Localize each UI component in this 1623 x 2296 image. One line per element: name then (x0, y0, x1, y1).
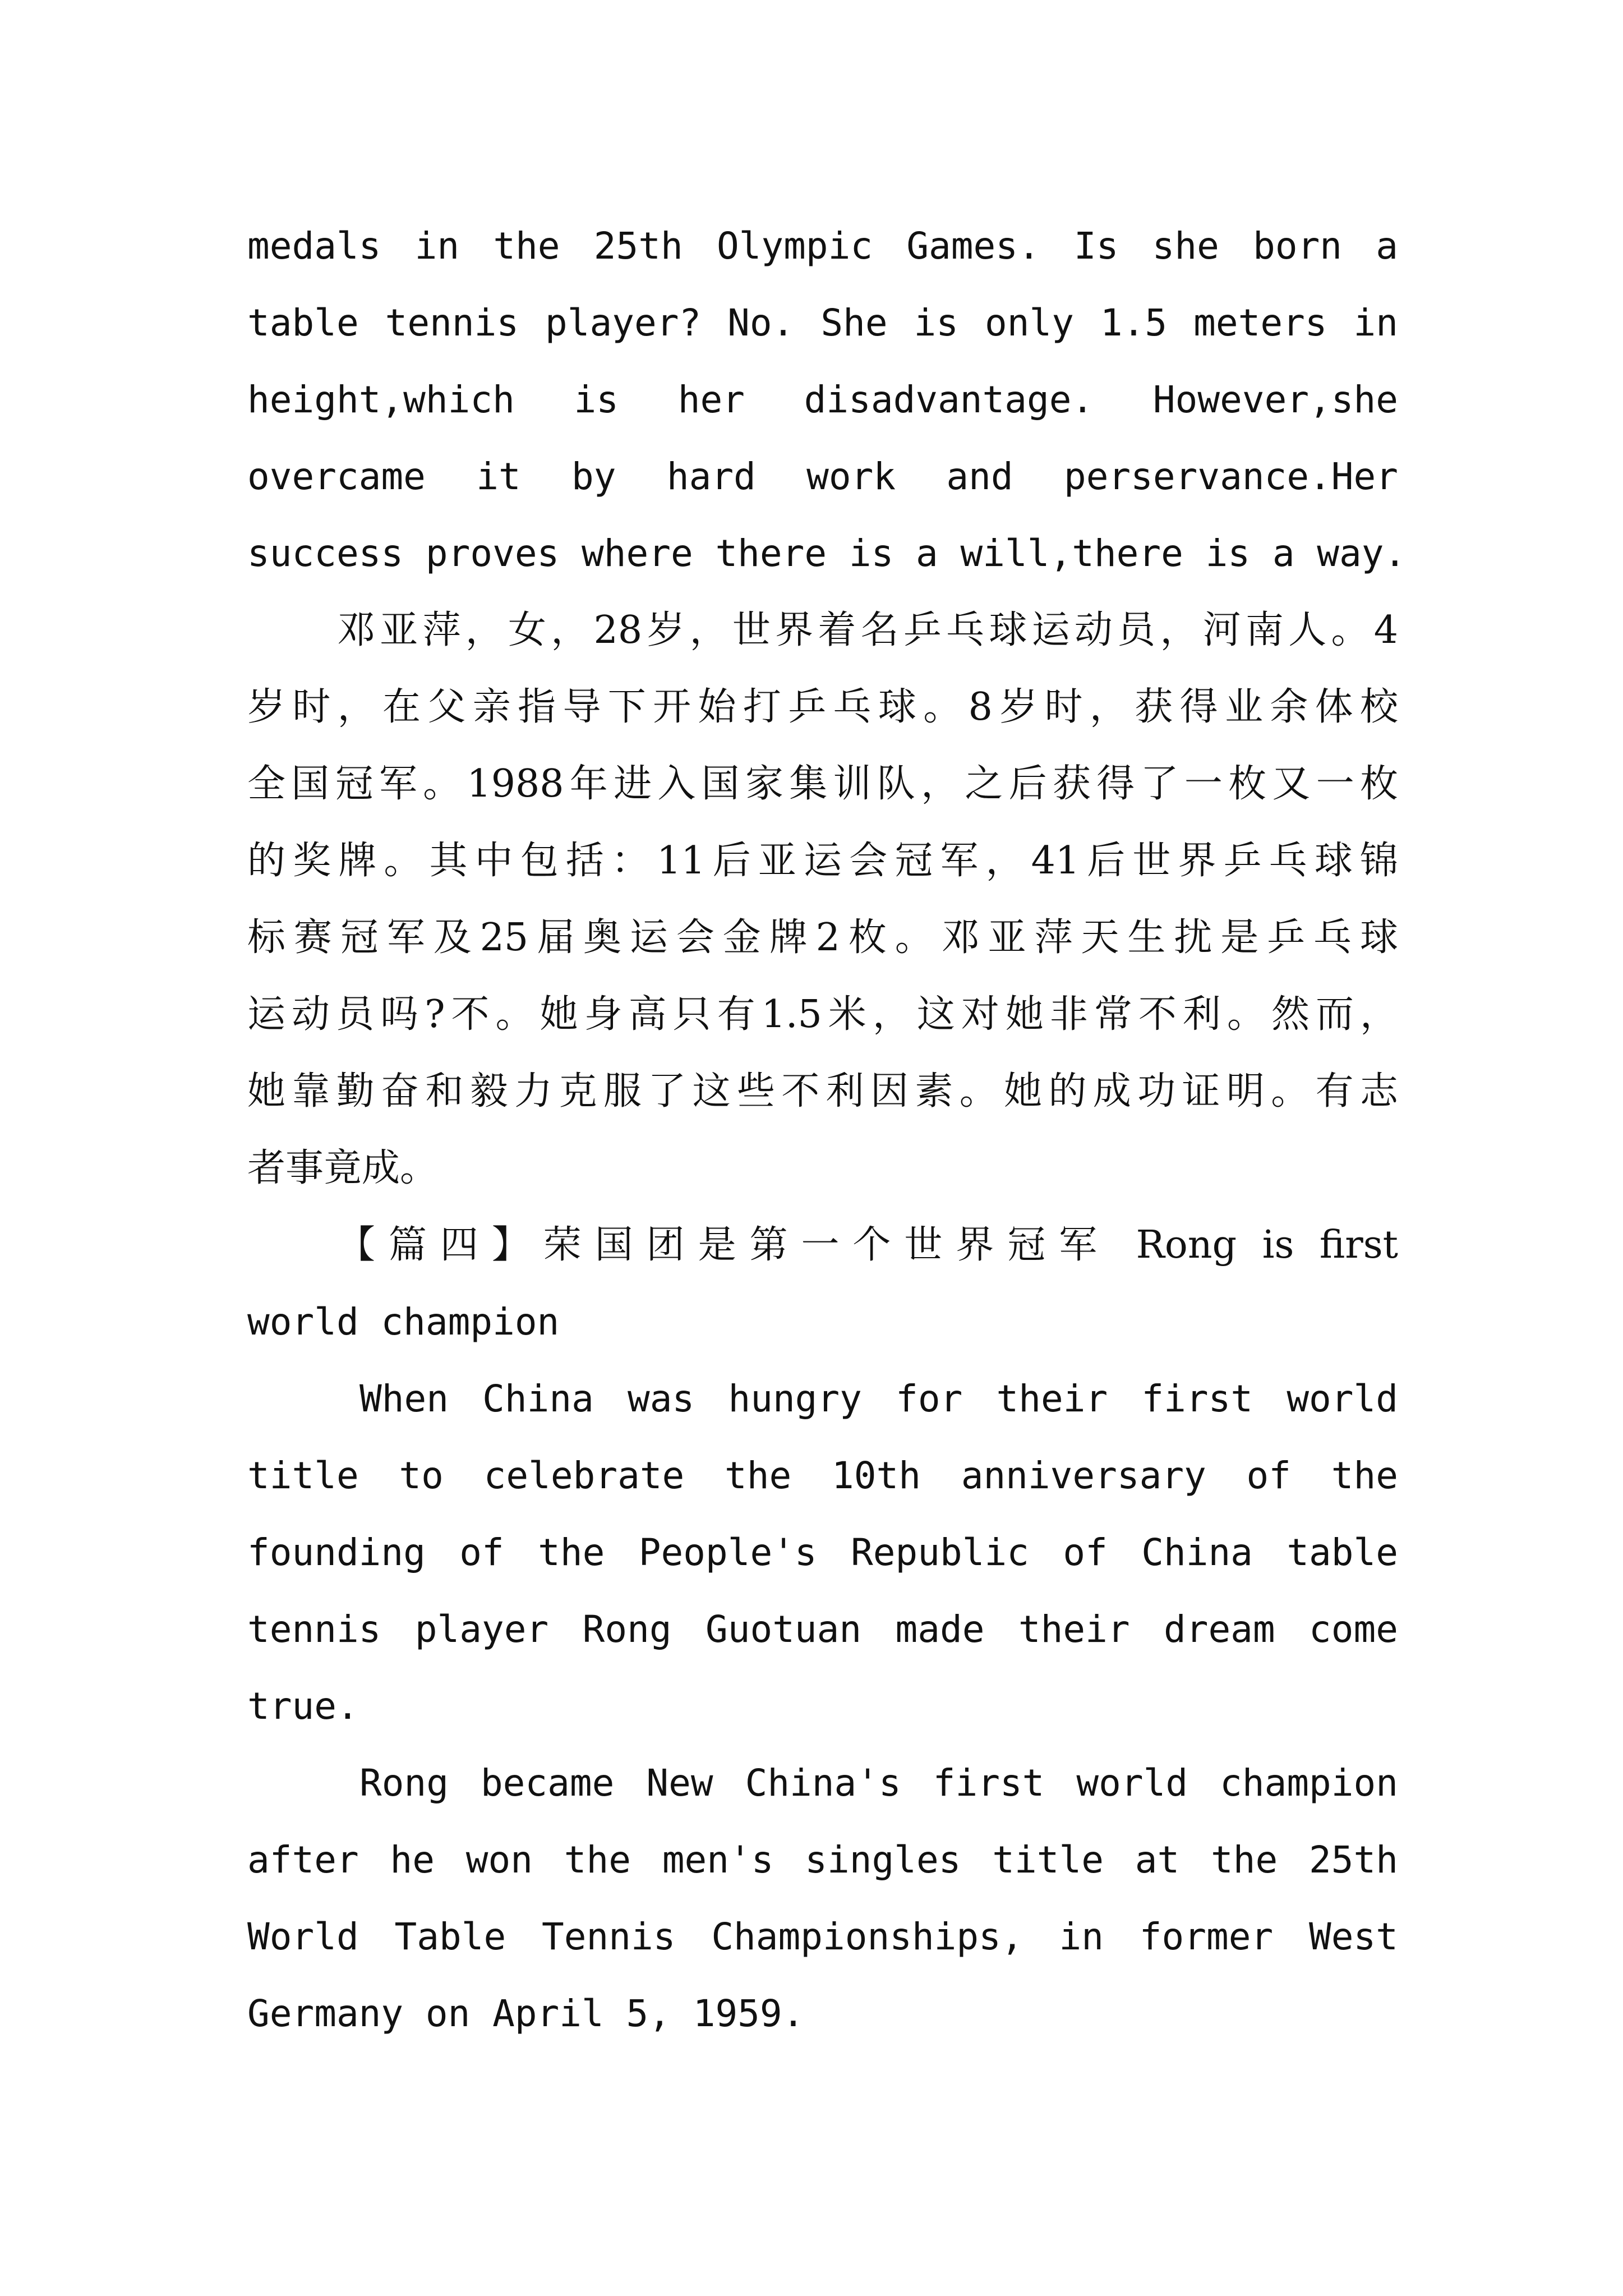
text-line: 邓亚萍，女，28岁，世界着名乒乓球运动员，河南人。4 (337, 608, 1398, 652)
text-line: When China was hungry for their first world (359, 1377, 1398, 1420)
text-line: medals in the 25th Olympic Games. Is she born a (247, 224, 1398, 268)
section-heading-continued: world champion (247, 1300, 560, 1343)
text-line: 她靠勤奋和毅力克服了这些不利因素。她的成功证明。有志 (247, 1069, 1398, 1114)
text-line: World Table Tennis Championships, in former West (247, 1915, 1398, 1958)
text-line: title to celebrate the 10th anniversary of the (247, 1454, 1398, 1497)
text-line: Germany on April 5, 1959. (247, 1992, 805, 2035)
text-line: Rong became New China's first world champion (359, 1761, 1398, 1805)
text-line: tennis player Rong Guotuan made their dream come (247, 1608, 1398, 1651)
text-line: 者事竟成。 (247, 1146, 439, 1190)
text-line: 运动员吗?不。她身高只有1.5米，这对她非常不利。然而， (247, 992, 1398, 1037)
text-line: true. (247, 1685, 359, 1728)
document-body (247, 208, 1407, 2052)
text-line: success proves where there is a will,there is a way. (247, 532, 1407, 575)
text-line: 岁时，在父亲指导下开始打乒乓球。8岁时，获得业余体校 (247, 685, 1398, 729)
text-line: founding of the People's Republic of China table (247, 1531, 1398, 1574)
text-line: table tennis player? No. She is only 1.5 meters in (247, 301, 1398, 344)
text-line: after he won the men's singles title at the 25th (247, 1838, 1398, 1881)
text-line: 标赛冠军及25届奥运会金牌2枚。邓亚萍天生扰是乒乓球 (247, 915, 1398, 960)
text-line: 全国冠军。1988年进入国家集训队，之后获得了一枚又一枚 (247, 762, 1398, 806)
text-line: 的奖牌。其中包括：11后亚运会冠军，41后世界乒乓球锦 (247, 839, 1398, 883)
text-line: height,which is her disadvantage. However,she (247, 378, 1398, 421)
section-heading: 【篇四】荣国团是第一个世界冠军 Rong is first (337, 1223, 1398, 1267)
text-line: overcame it by hard work and perservance.Her (247, 455, 1398, 498)
